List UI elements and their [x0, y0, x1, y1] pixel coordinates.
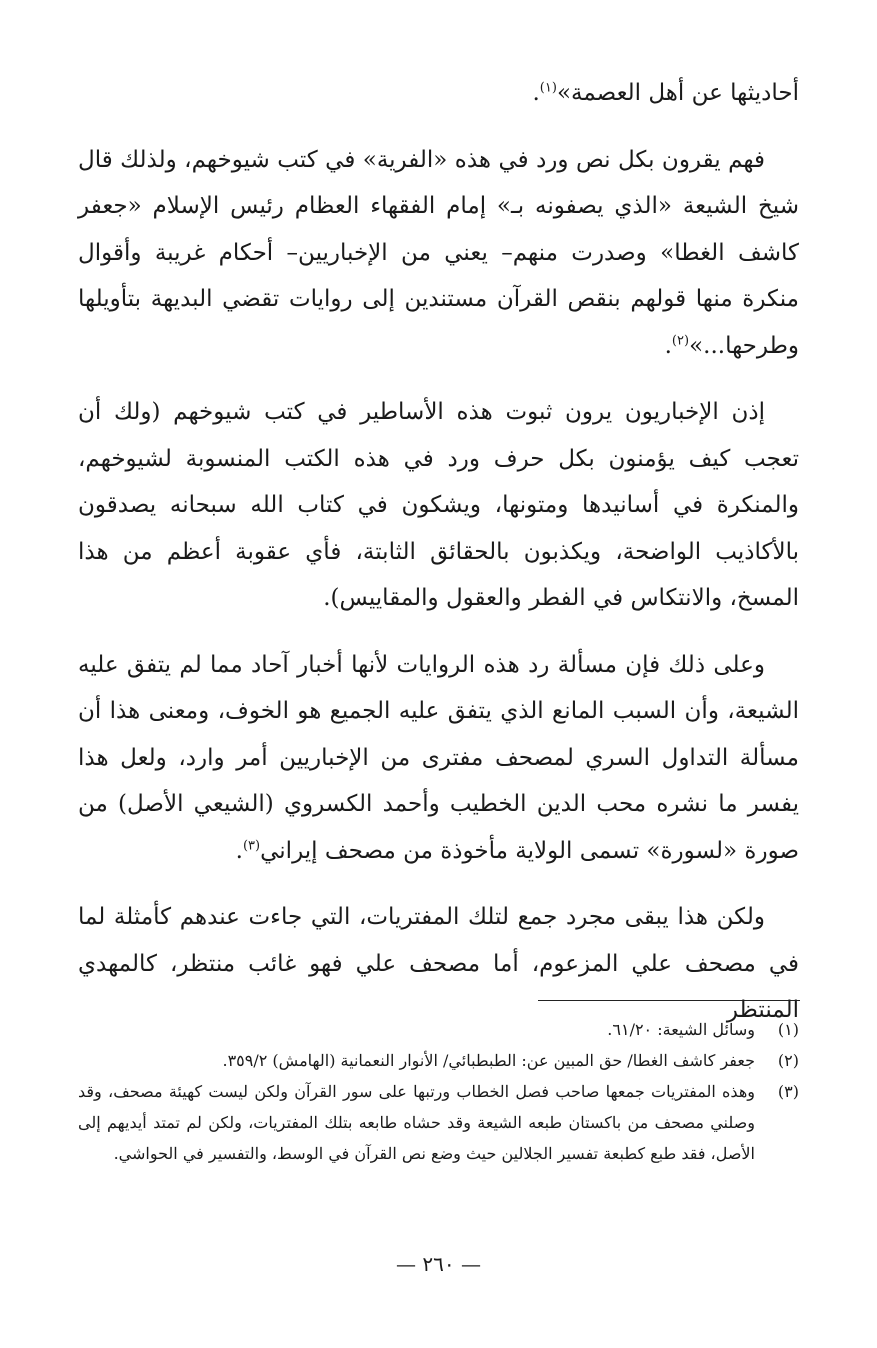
paragraph-3: إذن الإخباريون يرون ثبوت هذه الأساطير في كتب شيوخهم (ولك أن تعجب كيف يؤمنون بكل حرف ورد في هذه الكتب المنسوبة لشيوخهم، والمنكرة في أسانيدها ومتونها، ويشكون في كتاب الله سبحانه يصدقون بالأكاذيب الواضحة، ويكذبون بالحقائق الثابتة، فأي عقوبة أعظم من هذا المسخ، والانتكاس في الفطر والعقول والمقاييس).	[78, 399, 799, 611]
footnote-1	[78, 1014, 799, 1045]
page-number: — ٢٦٠ —	[396, 1252, 481, 1276]
footnote-ref-2[interactable]: (٢)	[671, 332, 690, 348]
paragraph-2: فهم يقرون بكل نص ورد في هذه «الفرية» في كتب شيوخهم، ولذلك قال شيخ الشيعة «الذي يصفونه بـ» إمام الفقهاء العظام رئيس الإسلام «جعفر كاشف الغطا» وصدرت منهم– يعني من الإخباريين– أحكام غريبة وأقوال منكرة منها قولهم بنقص القرآن مستندين إلى روايات تقضي البديهة بتأويلها وطرحها...»$^{(٢)}$.	[78, 146, 799, 359]
footnote-ref-1[interactable]: (١)	[539, 80, 557, 96]
paragraph-4: وعلى ذلك فإن مسألة رد هذه الروايات لأنها أخبار آحاد مما لم يتفق عليه الشيعة، وأن السبب المانع الذي يتفق عليه الجميع هو الخوف، ومعنى هذا أن مسألة التداول السري لمصحف مفترى من الإخباريين أمر وارد، ولعل هذا يفسر ما نشره محب الدين الخطيب وأحمد الكسروي (الشيعي الأصل) من صورة «لسورة» تسمى الولاية مأخوذة من مصحف إيراني$^{(٣)}$.	[78, 651, 799, 864]
footnote-divider	[538, 1000, 800, 1001]
footnote-ref-3[interactable]: (٣)	[242, 837, 261, 853]
footnote-number: (٢)	[777, 1051, 799, 1070]
footnotes	[78, 1014, 799, 1169]
footnote-number: (٣)	[777, 1082, 799, 1101]
footnote-3	[78, 1076, 799, 1169]
paragraph-1: أحاديثها عن أهل العصمة»$^{(١)}$.	[532, 80, 799, 106]
footnote-text: وهذه المفتريات جمعها صاحب فصل الخطاب ورتبها على سور القرآن ولكن ليست كهيئة مصحف، وقد وصلني مصحف من باكستان طبعه الشيعة وقد حشاه طابعه بتلك المفتريات، ولكن لم تمتد أيديهم إلى الأصل، فقد طبع كطبعة تفسير الجلالين حيث وضع نص القرآن في الوسط، والتفسير في الحواشي.	[78, 1082, 755, 1163]
footnote-text: جعفر كاشف الغطا/ حق المبين عن: الطبطبائي/ الأنوار النعمانية (الهامش) ٣٥٩/٢.	[222, 1051, 755, 1070]
footnote-text: وسائل الشيعة: ٦١/٢٠.	[607, 1020, 755, 1039]
footnote-number: (١)	[777, 1020, 799, 1039]
paragraph-5: ولكن هذا يبقى مجرد جمع لتلك المفتريات، التي جاءت عندهم كأمثلة لما في مصحف علي المزعوم، أما مصحف علي فهو غائب منتظر، كالمهدي المنتظر	[78, 904, 799, 1023]
main-text	[78, 70, 799, 1054]
footnote-2	[78, 1045, 799, 1076]
